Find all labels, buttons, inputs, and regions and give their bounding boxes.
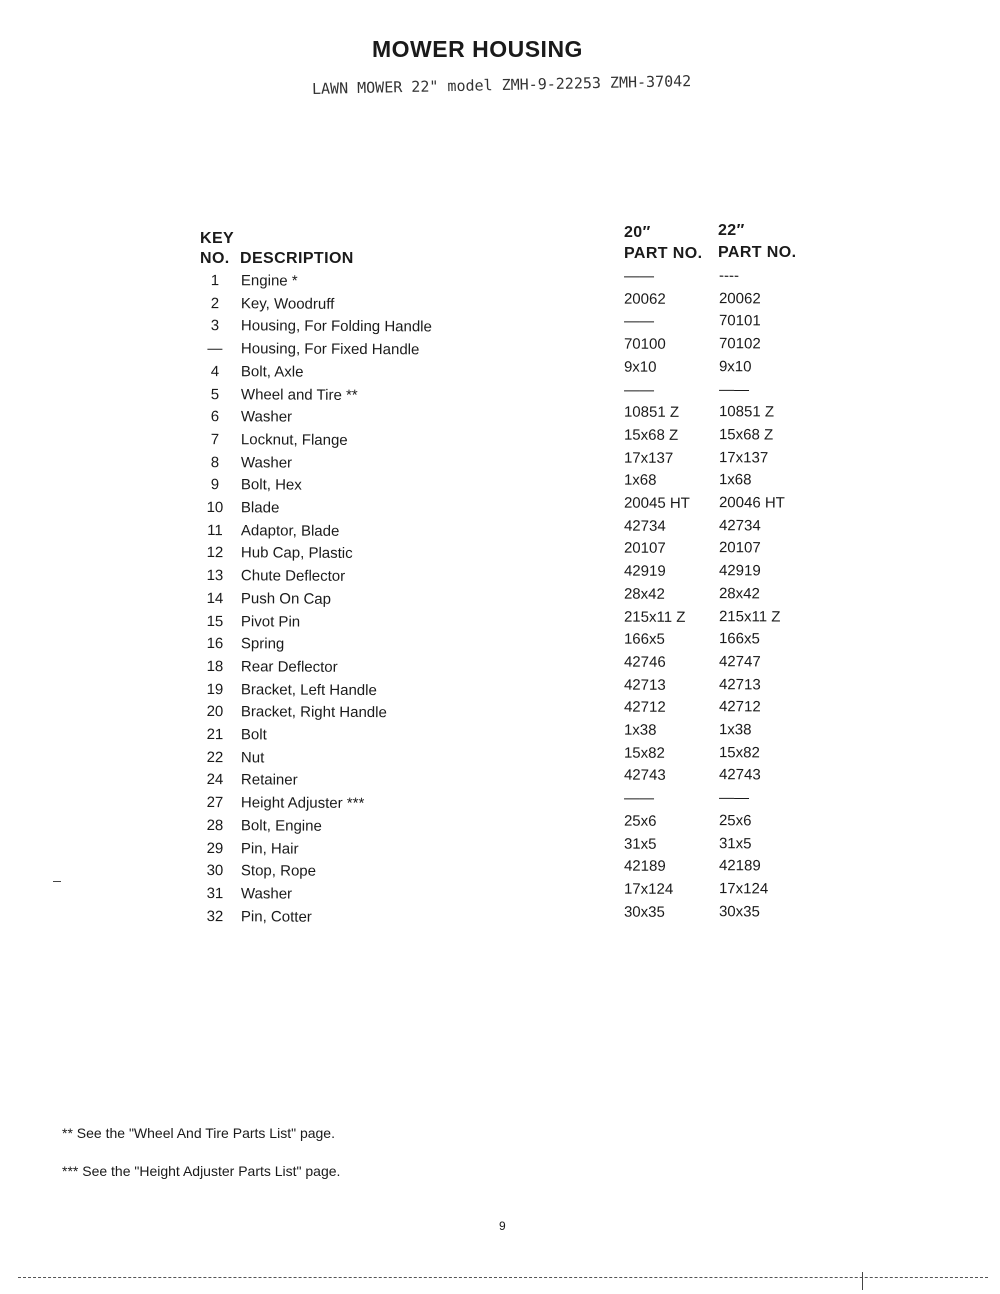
key-number: 13 — [206, 567, 224, 585]
parts-row — [0, 834, 1000, 866]
part-no-20: —— — [623, 381, 655, 399]
footnote-wheel-and-tire: ** See the "Wheel And Tire Parts List" page. — [62, 1125, 335, 1141]
part-no-22: 42919 — [718, 562, 761, 580]
key-number: 6 — [210, 408, 220, 426]
part-no-22: 17x124 — [718, 880, 769, 898]
part-no-22: 20062 — [718, 289, 761, 308]
part-no-22: 42189 — [718, 857, 761, 875]
part-no-20: 42713 — [623, 676, 666, 694]
parts-row — [0, 607, 1000, 639]
part-no-20: 20062 — [623, 290, 666, 308]
part-description: Hub Cap, Plastic — [240, 544, 353, 563]
part-no-22: 31x5 — [718, 834, 752, 852]
key-number: 2 — [210, 294, 220, 312]
header-20-size: 20″ — [624, 224, 651, 241]
part-no-22: 25x6 — [718, 811, 752, 830]
part-no-20: 42743 — [623, 766, 666, 785]
key-number: 24 — [206, 771, 224, 789]
part-no-20: 20107 — [623, 539, 666, 558]
key-number: 28 — [206, 816, 224, 834]
parts-row — [0, 494, 1000, 526]
key-number: 14 — [206, 589, 224, 607]
part-no-20: 31x5 — [623, 835, 657, 853]
part-description: Washer — [240, 453, 293, 472]
part-description: Rear Deflector — [240, 658, 338, 676]
part-no-22: 20107 — [718, 539, 761, 557]
edge-tick — [862, 1272, 863, 1290]
part-no-20: 70100 — [623, 335, 666, 353]
part-no-20: 30x35 — [623, 903, 665, 921]
parts-row — [0, 743, 1000, 775]
part-description: Engine * — [240, 272, 298, 290]
key-number: 9 — [210, 476, 220, 494]
key-number: 11 — [207, 521, 223, 539]
part-description: Key, Woodruff — [240, 294, 335, 313]
part-description: Blade — [240, 499, 280, 517]
part-description: Housing, For Folding Handle — [240, 317, 432, 336]
key-number: 15 — [206, 612, 224, 630]
key-number: 1 — [210, 272, 220, 290]
header-20-part-no: PART NO. — [624, 245, 703, 262]
parts-row — [0, 675, 1000, 707]
key-number: 21 — [206, 726, 224, 744]
part-no-22: 20046 HT — [718, 494, 785, 512]
parts-row — [0, 448, 1000, 480]
part-description: Stop, Rope — [240, 862, 317, 880]
part-no-20: 166x5 — [623, 630, 665, 649]
part-no-20: 10851 Z — [623, 403, 680, 422]
part-no-22: 9x10 — [718, 357, 752, 376]
part-no-20: 15x68 Z — [623, 426, 679, 444]
part-no-20: 28x42 — [623, 585, 665, 603]
part-description: Pivot Pin — [240, 612, 301, 631]
part-no-20: 215x11 Z — [623, 608, 686, 626]
part-no-22: 42747 — [718, 653, 761, 671]
part-no-22: 42712 — [718, 698, 761, 716]
key-number: 32 — [206, 907, 224, 925]
part-no-22: 10851 Z — [718, 403, 775, 421]
header-22-size: 22″ — [718, 222, 745, 239]
key-number: — — [207, 340, 223, 358]
part-no-22: 28x42 — [718, 584, 760, 603]
parts-row — [0, 403, 1000, 435]
parts-row — [0, 653, 1000, 685]
part-description: Push On Cap — [240, 590, 332, 608]
part-description: Bolt, Engine — [240, 817, 322, 835]
parts-row — [0, 267, 1000, 299]
part-no-22: 1x38 — [718, 721, 752, 739]
part-description: Bolt, Hex — [240, 476, 302, 494]
part-no-20: 1x38 — [623, 721, 657, 739]
part-description: Chute Deflector — [240, 567, 346, 585]
margin-dash — [53, 881, 61, 882]
part-no-22: —— — [718, 380, 750, 398]
parts-row — [0, 811, 1000, 844]
part-no-22: —— — [718, 789, 750, 807]
key-number: 5 — [210, 385, 220, 403]
part-description: Housing, For Fixed Handle — [240, 340, 420, 359]
part-no-22: 15x82 — [718, 743, 760, 762]
part-description: Height Adjuster *** — [240, 794, 365, 813]
part-no-22: 42743 — [718, 766, 761, 784]
part-no-20: 42712 — [623, 698, 666, 717]
parts-row — [0, 766, 1000, 798]
part-description: Pin, Hair — [240, 839, 299, 858]
part-no-20: 15x82 — [623, 744, 665, 762]
part-no-20: 42919 — [623, 562, 666, 580]
part-no-20: 20045 HT — [623, 494, 690, 512]
parts-row — [0, 698, 1000, 730]
parts-row — [0, 335, 1000, 367]
part-no-22: 30x35 — [718, 902, 760, 921]
part-no-20: —— — [623, 789, 655, 807]
key-number: 8 — [210, 453, 220, 471]
header-22-part-no: PART NO. — [718, 244, 797, 261]
part-description: Retainer — [240, 771, 298, 789]
parts-row — [0, 357, 1000, 390]
part-no-20: 25x6 — [623, 812, 657, 830]
part-no-20: 42734 — [623, 517, 666, 535]
header-description: DESCRIPTION — [240, 250, 354, 267]
part-no-20: 42189 — [623, 857, 666, 876]
part-description: Adaptor, Blade — [240, 521, 340, 540]
model-line: LAWN MOWER 22" model ZMH-9-22253 ZMH-37042 — [311, 72, 692, 98]
part-no-22: 70102 — [718, 335, 761, 353]
header-key-no: NO. — [200, 250, 230, 267]
part-no-20: 17x124 — [623, 880, 674, 898]
parts-row — [0, 857, 1000, 889]
part-description: Locknut, Flange — [240, 431, 348, 449]
part-description: Bolt — [240, 726, 267, 744]
parts-row — [0, 789, 1000, 821]
part-description: Bracket, Right Handle — [240, 703, 387, 722]
key-number: 10 — [206, 499, 224, 517]
bottom-rule — [18, 1277, 988, 1278]
parts-row — [0, 630, 1000, 662]
parts-row — [0, 471, 1000, 503]
key-number: 18 — [206, 657, 224, 676]
parts-row — [0, 721, 1000, 753]
parts-row — [0, 902, 1000, 934]
part-description: Wheel and Tire ** — [240, 385, 358, 404]
part-no-20: 17x137 — [623, 449, 674, 467]
part-description: Nut — [240, 748, 265, 767]
parts-row — [0, 380, 1000, 412]
parts-row — [0, 426, 1000, 458]
key-number: 29 — [206, 839, 224, 857]
header-key-top: KEY — [200, 230, 235, 247]
key-number: 16 — [206, 635, 224, 653]
part-no-22: ---- — [718, 267, 740, 285]
parts-row — [0, 584, 1000, 617]
part-no-22: 70101 — [718, 312, 761, 330]
part-no-22: 42734 — [718, 516, 761, 535]
parts-row — [0, 312, 1000, 344]
key-number: 20 — [206, 703, 224, 721]
key-number: 19 — [206, 680, 224, 698]
key-number: 22 — [206, 748, 224, 766]
part-description: Bracket, Left Handle — [240, 680, 377, 699]
parts-row — [0, 880, 1000, 912]
parts-row — [0, 562, 1000, 594]
part-no-22: 1x68 — [718, 471, 752, 489]
part-description: Bolt, Axle — [240, 363, 304, 381]
part-no-20: 9x10 — [623, 358, 657, 376]
parts-row — [0, 516, 1000, 548]
part-no-22: 15x68 Z — [718, 426, 774, 444]
part-no-20: 1x68 — [623, 471, 657, 490]
key-number: 30 — [206, 862, 224, 880]
key-number: 12 — [206, 544, 224, 562]
key-number: 27 — [206, 794, 224, 812]
part-description: Spring — [240, 635, 285, 653]
part-no-22: 215x11 Z — [718, 607, 781, 626]
part-description: Washer — [240, 885, 293, 903]
part-no-22: 166x5 — [718, 630, 760, 648]
parts-row — [0, 539, 1000, 571]
page-title: MOWER HOUSING — [372, 36, 583, 62]
key-number: 4 — [210, 362, 220, 380]
parts-row — [0, 289, 1000, 321]
key-number: 7 — [210, 430, 220, 449]
footnote-height-adjuster: *** See the "Height Adjuster Parts List" page. — [62, 1163, 341, 1179]
key-number: 31 — [206, 884, 224, 903]
part-no-22: 42713 — [718, 675, 761, 694]
part-no-20: —— — [623, 267, 655, 285]
part-no-20: —— — [623, 312, 655, 331]
part-description: Washer — [240, 408, 293, 426]
key-number: 3 — [210, 317, 220, 335]
part-description: Pin, Cotter — [240, 907, 312, 926]
part-no-20: 42746 — [623, 653, 666, 671]
page-number: 9 — [499, 1219, 506, 1233]
part-no-22: 17x137 — [718, 448, 769, 467]
